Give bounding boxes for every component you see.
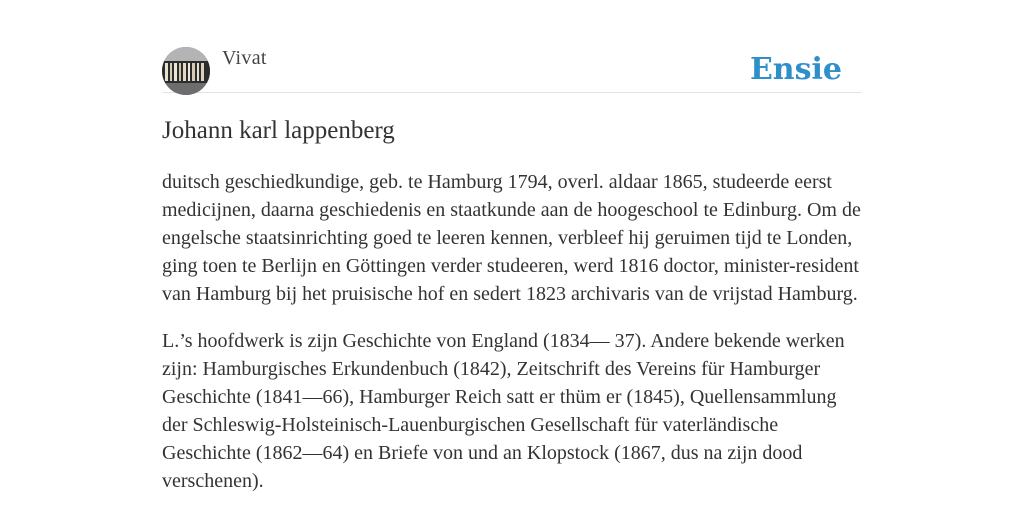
bookshelf-avatar-icon[interactable] [162, 47, 210, 95]
article-body [162, 168, 862, 512]
page-container [162, 0, 862, 512]
brand-logo[interactable]: Ensie [749, 52, 842, 87]
article-paragraph: duitsch geschiedkundige, geb. te Hamburg 1794, overl. aldaar 1865, studeerde eerst medicijnen, daarna geschiedenis en staatkunde aan de hoogeschool te Edinburg. Om de engelsche staatsinrichting goed te leeren kennen, verbleef hij geruimen tijd te Londen, ging toen te Berlijn en Göttingen verder studeeren, werd 1816 doctor, minister-resident van Hamburg bij het pruisische hof en sedert 1823 archivaris van de vrijstad Hamburg. [162, 171, 861, 305]
site-header [162, 46, 862, 93]
site-name[interactable]: Vivat [222, 47, 267, 69]
article-paragraph: L.’s hoofdwerk is zijn Geschichte von England (1834— 37). Andere bekende werken zijn: Hamburgisches Erkundenbuch (1842), Zeitschrift des Vereins für Hamburger Geschichte (1841—66), Hamburger Reich satt er thüm er (1845), Quellensammlung der Schleswig-Holsteinisch-Lauenburgischen Gesellschaft für vaterländische Geschichte (1862—64) en Briefe von und an Klopstock (1867, dus na zijn dood verschenen). [162, 330, 845, 492]
article-title: Johann karl lappenberg [162, 117, 395, 144]
